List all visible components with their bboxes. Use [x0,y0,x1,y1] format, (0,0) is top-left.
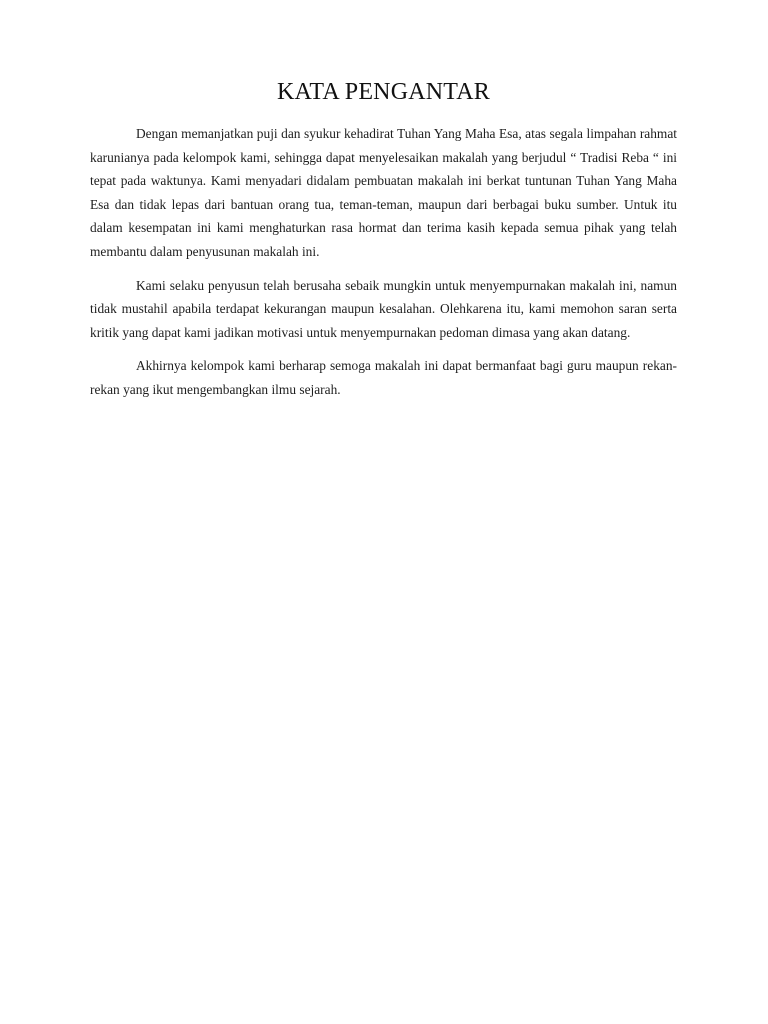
page-title: KATA PENGANTAR [277,79,490,105]
paragraph-3: Akhirnya kelompok kami berharap semoga makalah ini dapat bermanfaat bagi guru maupun rekan-rekan yang ikut mengembangkan ilmu sejarah. [90,358,677,397]
document-page [90,74,677,412]
paragraph-1: Dengan memanjatkan puji dan syukur kehadirat Tuhan Yang Maha Esa, atas segala limpahan rahmat karunianya pada kelompok kami, sehingga dapat menyelesaikan makalah yang berjudul “ Tradisi Reba “ ini tepat pada waktunya. Kami menyadari didalam pembuatan makalah ini berkat tuntunan Tuhan Yang Maha Esa dan tidak lepas dari bantuan orang tua, teman-teman, maupun dari berbagai buku sumber. Untuk itu dalam kesempatan ini kami menghaturkan rasa hormat dan terima kasih kepada semua pihak yang telah membantu dalam penyusunan makalah ini. [90,126,677,259]
paragraph-2: Kami selaku penyusun telah berusaha sebaik mungkin untuk menyempurnakan makalah ini, namun tidak mustahil apabila terdapat kekurangan maupun kesalahan. Olehkarena itu, kami memohon saran serta kritik yang dapat kami jadikan motivasi untuk menyempurnakan pedoman dimasa yang akan datang. [90,277,677,340]
